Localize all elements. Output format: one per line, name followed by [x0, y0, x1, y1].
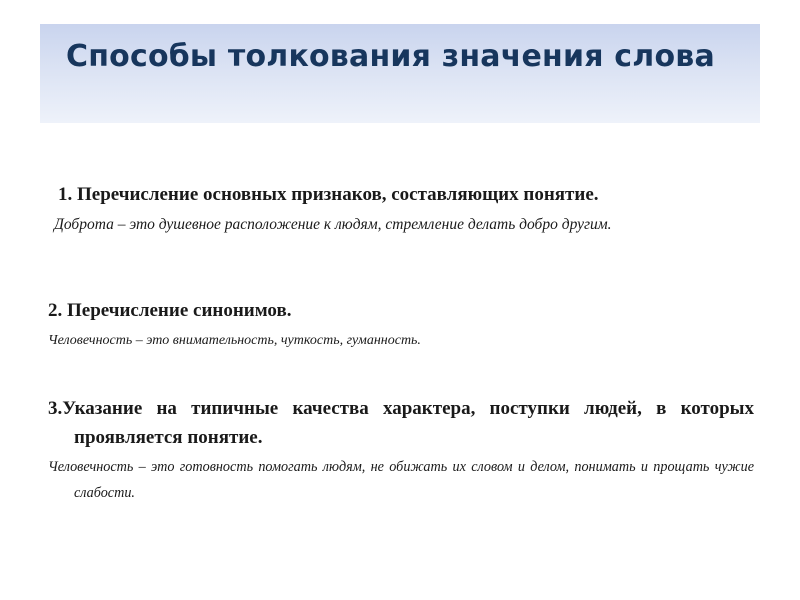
section-3-heading: 3.Указание на типичные качества характера, поступки людей, в которых проявляется понятие. — [48, 398, 754, 448]
section-1-example: Доброта – это душевное расположение к людям, стремление делать добро другим. — [54, 216, 612, 233]
slide-title: Способы толкования значения слова — [66, 39, 715, 74]
section-1-heading: 1. Перечисление основных признаков, составляющих понятие. — [58, 184, 599, 205]
section-2-heading: 2. Перечисление синонимов. — [48, 300, 292, 321]
section-3-example: Человечность – это готовность помогать людям, не обижать их словом и делом, понимать и прощать чужие слабости. — [48, 459, 754, 501]
section-2-example: Человечность – это внимательность, чуткость, гуманность. — [48, 333, 421, 348]
